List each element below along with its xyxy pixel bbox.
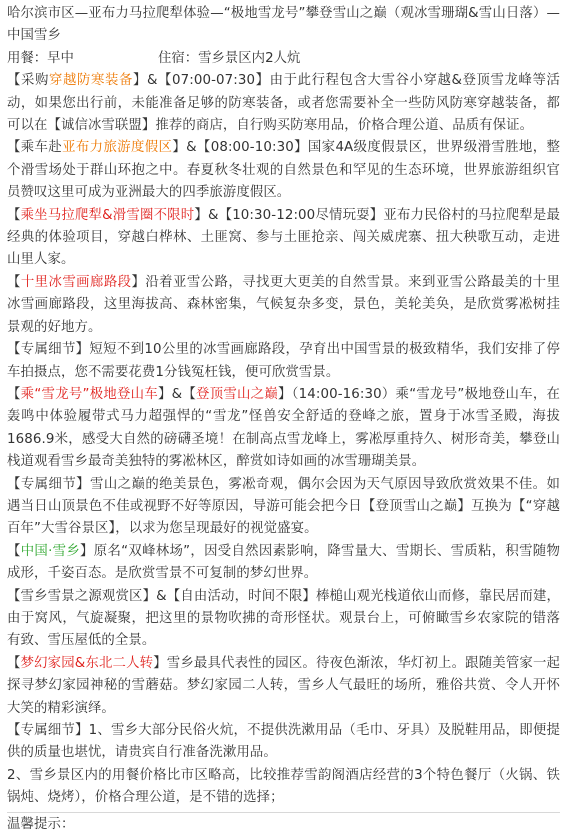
section-highlight: 中国·雪乡 <box>20 543 81 559</box>
itinerary-title: 哈尔滨市区—亚布力马拉爬犁体验—“极地雪龙号”攀登雪山之巅（观冰雪珊瑚&雪山日落）—中国雪乡 <box>7 6 560 44</box>
stay-info: 住宿：雪乡景区内2人炕 <box>157 50 301 66</box>
itinerary-section <box>7 272 560 339</box>
section-highlight: 梦幻家园&东北二人转 <box>20 655 154 671</box>
itinerary-section <box>7 205 560 272</box>
section-text: 】雪乡最具代表性的园区。待夜色渐浓，华灯初上。跟随美管家一起探寻梦幻家园神秘的雪蘑菇。梦幻家园二人转，雪乡人气最旺的场所，雅俗共赏、令人开怀大笑的精彩演绎。 <box>7 655 560 716</box>
section-highlight: 亚布力旅游度假区 <box>62 140 173 156</box>
section-text: 【雪乡雪景之源观赏区】&【自由活动，时间不限】棒槌山观光栈道依山而修，靠民居而建，由于窝风，气旋凝聚，把这里的景物吹拂的奇形怪状。观景台上，可俯瞰雪乡农家院的错落有致、雪压屋低的全景。 <box>7 588 560 649</box>
meal-stay-line <box>7 48 560 70</box>
itinerary-section <box>7 70 560 137</box>
meal-info: 用餐：早中 <box>7 50 74 66</box>
section-text: 】（14:00-16:30）乘“雪龙号”极地登山车，在轰鸣中体验履带式马力超强悍的“雪龙”怪兽安全舒适的登峰之旅，置身于冰雪圣殿，海拔1686.9米，感受大自然的磅礴圣境！在制高点雪龙峰上，雾凇厚重持久、树形奇美，攀登山栈道观看雪乡最奇美独特的雾凇林区，醉赏如诗如画的冰雪珊瑚美景。 <box>7 386 560 470</box>
section-highlight: 十里冰雪画廊路段 <box>20 274 132 290</box>
section-text: 【专属细节】雪山之巅的绝美景色，雾凇奇观，偶尔会因为天气原因导致欣赏效果不佳。如遇当日山顶景色不佳或视野不好等原因，导游可能会把今日【登顶雪山之巅】互换为【“穿越百年”大雪谷景区】，以求为您呈现最好的视觉盛宴。 <box>7 476 560 537</box>
section-text: 】沿着亚雪公路，寻找更大更美的自然雪景。来到亚雪公路最美的十里冰雪画廊路段，这里海拔高、森林密集，气候复杂多变，景色，美轮美奂，是欣赏雾凇树挂景观的好地方。 <box>7 274 560 335</box>
section-text: 【 <box>7 274 21 290</box>
section-text: 【 <box>7 655 21 671</box>
tips-heading: 温馨提示： <box>7 816 75 832</box>
section-text: 【 <box>7 207 21 223</box>
itinerary-section <box>7 384 560 474</box>
section-text: 【乘车赴 <box>7 140 63 156</box>
section-text: 2、雪乡景区内的用餐价格比市区略高，比较推荐雪韵阁酒店经营的3个特色餐厅（火锅、铁锅炖、烧烤），价格合理公道，是不错的选择； <box>7 767 560 806</box>
itinerary-section <box>7 541 560 586</box>
itinerary-section <box>7 137 560 204</box>
itinerary-sections <box>7 70 560 809</box>
divider <box>7 812 560 813</box>
section-text: 【采购 <box>7 73 49 89</box>
itinerary-section <box>7 474 560 541</box>
section-text: 【 <box>7 386 21 402</box>
section-text: 【专属细节】短短不到10公里的冰雪画廊路段，孕育出中国雪景的极致精华，我们安排了停车拍摄点，您不需要花费1分钱冤枉钱，便可欣赏雪景。 <box>7 342 560 380</box>
itinerary-section <box>7 765 560 810</box>
section-text: 【专属细节】1、雪乡大部分民俗火炕，不提供洗漱用品（毛巾、牙具）及脱鞋用品，即便提供的质量也堪忧，请贵宾自行准备洗漱用品。 <box>7 723 560 761</box>
section-highlight: 登顶雪山之巅 <box>196 386 278 402</box>
section-highlight: 乘坐马拉爬犁&滑雪圈不限时 <box>20 207 195 223</box>
itinerary-section <box>7 720 560 765</box>
section-highlight: 穿越防寒装备 <box>48 73 133 89</box>
section-text: 【 <box>7 543 21 559</box>
section-text: 】&【10:30-12:00尽情玩耍】亚布力民俗村的马拉爬犁是最经典的体验项目，穿越白桦林、土匪窝、参与土匪抢亲、闯关威虎寨、扭大秧歌互动，走进山里人家。 <box>7 207 560 268</box>
section-text: 】&【 <box>158 386 197 402</box>
itinerary-section <box>7 586 560 653</box>
section-text: 】原名“双峰林场”，因受自然因素影响，降雪量大、雪期长、雪质粘，积雪随物成形，千姿百态。是欣赏雪景不可复制的梦幻世界。 <box>7 543 560 582</box>
itinerary-section <box>7 653 560 720</box>
section-text: 】&【08:00-10:30】国家4A级度假景区，世界级滑雪胜地，整个滑雪场处于群山环抱之中。春夏秋冬壮观的自然景色和罕见的生态环境，世界旅游组织官员赞叹这里可成为亚洲最大的四季旅游度假区。 <box>7 140 560 201</box>
section-text: 】&【07:00-07:30】由于此行程包含大雪谷小穿越&登顶雪龙峰等活动，如果您出行前，未能准备足够的防寒装备，或者您需要补全一些防风防寒穿越装备，都可以在【诚信冰雪联盟】推荐的商店，自行购买防寒用品，价格合理公道、品质有保证。 <box>7 73 560 134</box>
section-highlight: 乘“雪龙号”极地登山车 <box>20 386 158 402</box>
itinerary-section <box>7 339 560 384</box>
